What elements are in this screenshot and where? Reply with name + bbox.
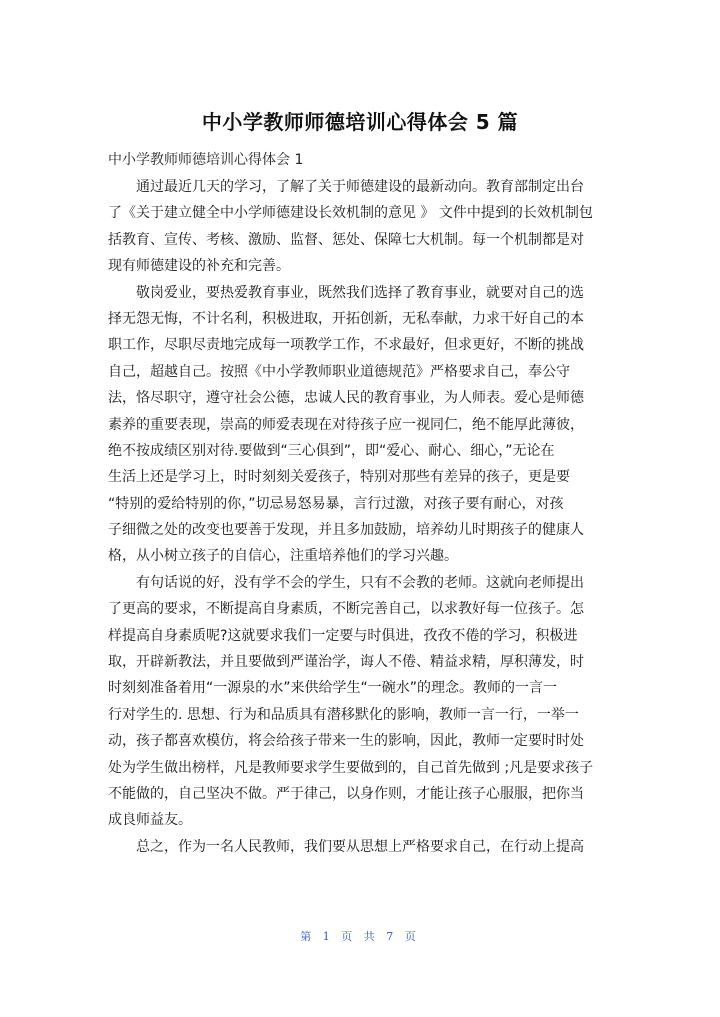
paragraph-line: 择无怨无悔，不计名利，积极进取，开拓创新，无私奉献，力求干好自己的本 <box>108 310 584 327</box>
paragraph-line: 样提高自身素质呢?这就要求我们一定要与时俱进，孜孜不倦的学习，积极进 <box>108 627 578 644</box>
paragraph-line: 了《关于建立健全中小学师德建设长效机制的意见 》 文件中提到的长效机制包 <box>108 205 593 222</box>
paragraph-line: 行对学生的. 思想、行为和品质具有潜移默化的影响，教师一言一行，一举一 <box>108 706 579 723</box>
paragraph-line: 敬岗爱业，要热爱教育事业，既然我们选择了教育事业，就要对自己的选 <box>136 284 584 301</box>
paragraph-line: 时刻刻准备着用“一源泉的水”来供给学生“一碗水”的理念。教师的一言一 <box>108 680 558 697</box>
paragraph-line: 子细微之处的改变也要善于发现，并且多加鼓励，培养幼儿时期孩子的健康人 <box>108 522 584 539</box>
paragraph-line: 括教育、宣传、考核、激励、监督、惩处、保障七大机制。每一个机制都是对 <box>108 231 584 248</box>
paragraph-line: 生活上还是学习上，时时刻刻关爱孩子，特别对那些有差异的孩子，更是要 <box>108 469 570 486</box>
paragraph-line: 动，孩子都喜欢模仿，将会给孩子带来一生的影响，因此，教师一定要时时处 <box>108 733 584 750</box>
paragraph-line: 通过最近几天的学习，了解了关于师德建设的最新动向。教育部制定出台 <box>136 179 584 195</box>
paragraph-line: 素养的重要表现，崇高的师爱表现在对待孩子应一视同仁，绝不能厚此薄彼， <box>108 416 584 433</box>
paragraph-line: 了更高的要求，不断提高自身素质，不断完善自己，以求教好每一位孩子。怎 <box>108 601 584 618</box>
paragraph-line: 法，恪尽职守，遵守社会公德，忠诚人民的教育事业，为人师表。爱心是师德 <box>108 390 584 407</box>
paragraph-line: 总之，作为一名人民教师，我们要从思想上严格要求自己，在行动上提高 <box>136 838 584 855</box>
page-footer: 第 1 页 共 7 页 <box>300 930 420 943</box>
paragraph-line: 有句话说的好，没有学不会的学生，只有不会教的老师。这就向老师提出 <box>136 574 584 591</box>
document-subtitle: 中小学教师师德培训心得体会 1 <box>108 152 304 168</box>
document-title: 中小学教师师德培训心得体会 5 篇 <box>201 110 519 134</box>
paragraph-line: 自己，超越自己。按照《中小学教师职业道德规范》严格要求自己，奉公守 <box>108 363 570 380</box>
paragraph-line: 处为学生做出榜样，凡是教师要求学生要做到的，自己首先做到 ;凡是要求孩子 <box>108 759 594 776</box>
paragraph-line: 不能做的，自己坚决不做。严于律己，以身作则，才能让孩子心服服，把你当 <box>108 785 584 802</box>
document-body <box>108 174 612 860</box>
paragraph-line: 取，开辟新教法，并且要做到严谨治学，诲人不倦、精益求精，厚积薄发，时 <box>108 654 584 671</box>
paragraph-line: “特别的爱给特别的你，”切忌易怒易暴，言行过激，对孩子要有耐心，对孩 <box>108 495 564 512</box>
paragraph-line: 现有师德建设的补充和完善。 <box>108 258 290 275</box>
paragraph-line: 格，从小树立孩子的自信心，注重培养他们的学习兴趣。 <box>108 548 458 565</box>
paragraph-line: 绝不按成绩区别对待.要做到“三心俱到”，即“爱心、耐心、细心，”无论在 <box>108 442 555 459</box>
paragraph-line: 成良师益友。 <box>108 812 192 829</box>
paragraph-line: 职工作，尽职尽责地完成每一项教学工作，不求最好，但求更好，不断的挑战 <box>108 337 584 354</box>
